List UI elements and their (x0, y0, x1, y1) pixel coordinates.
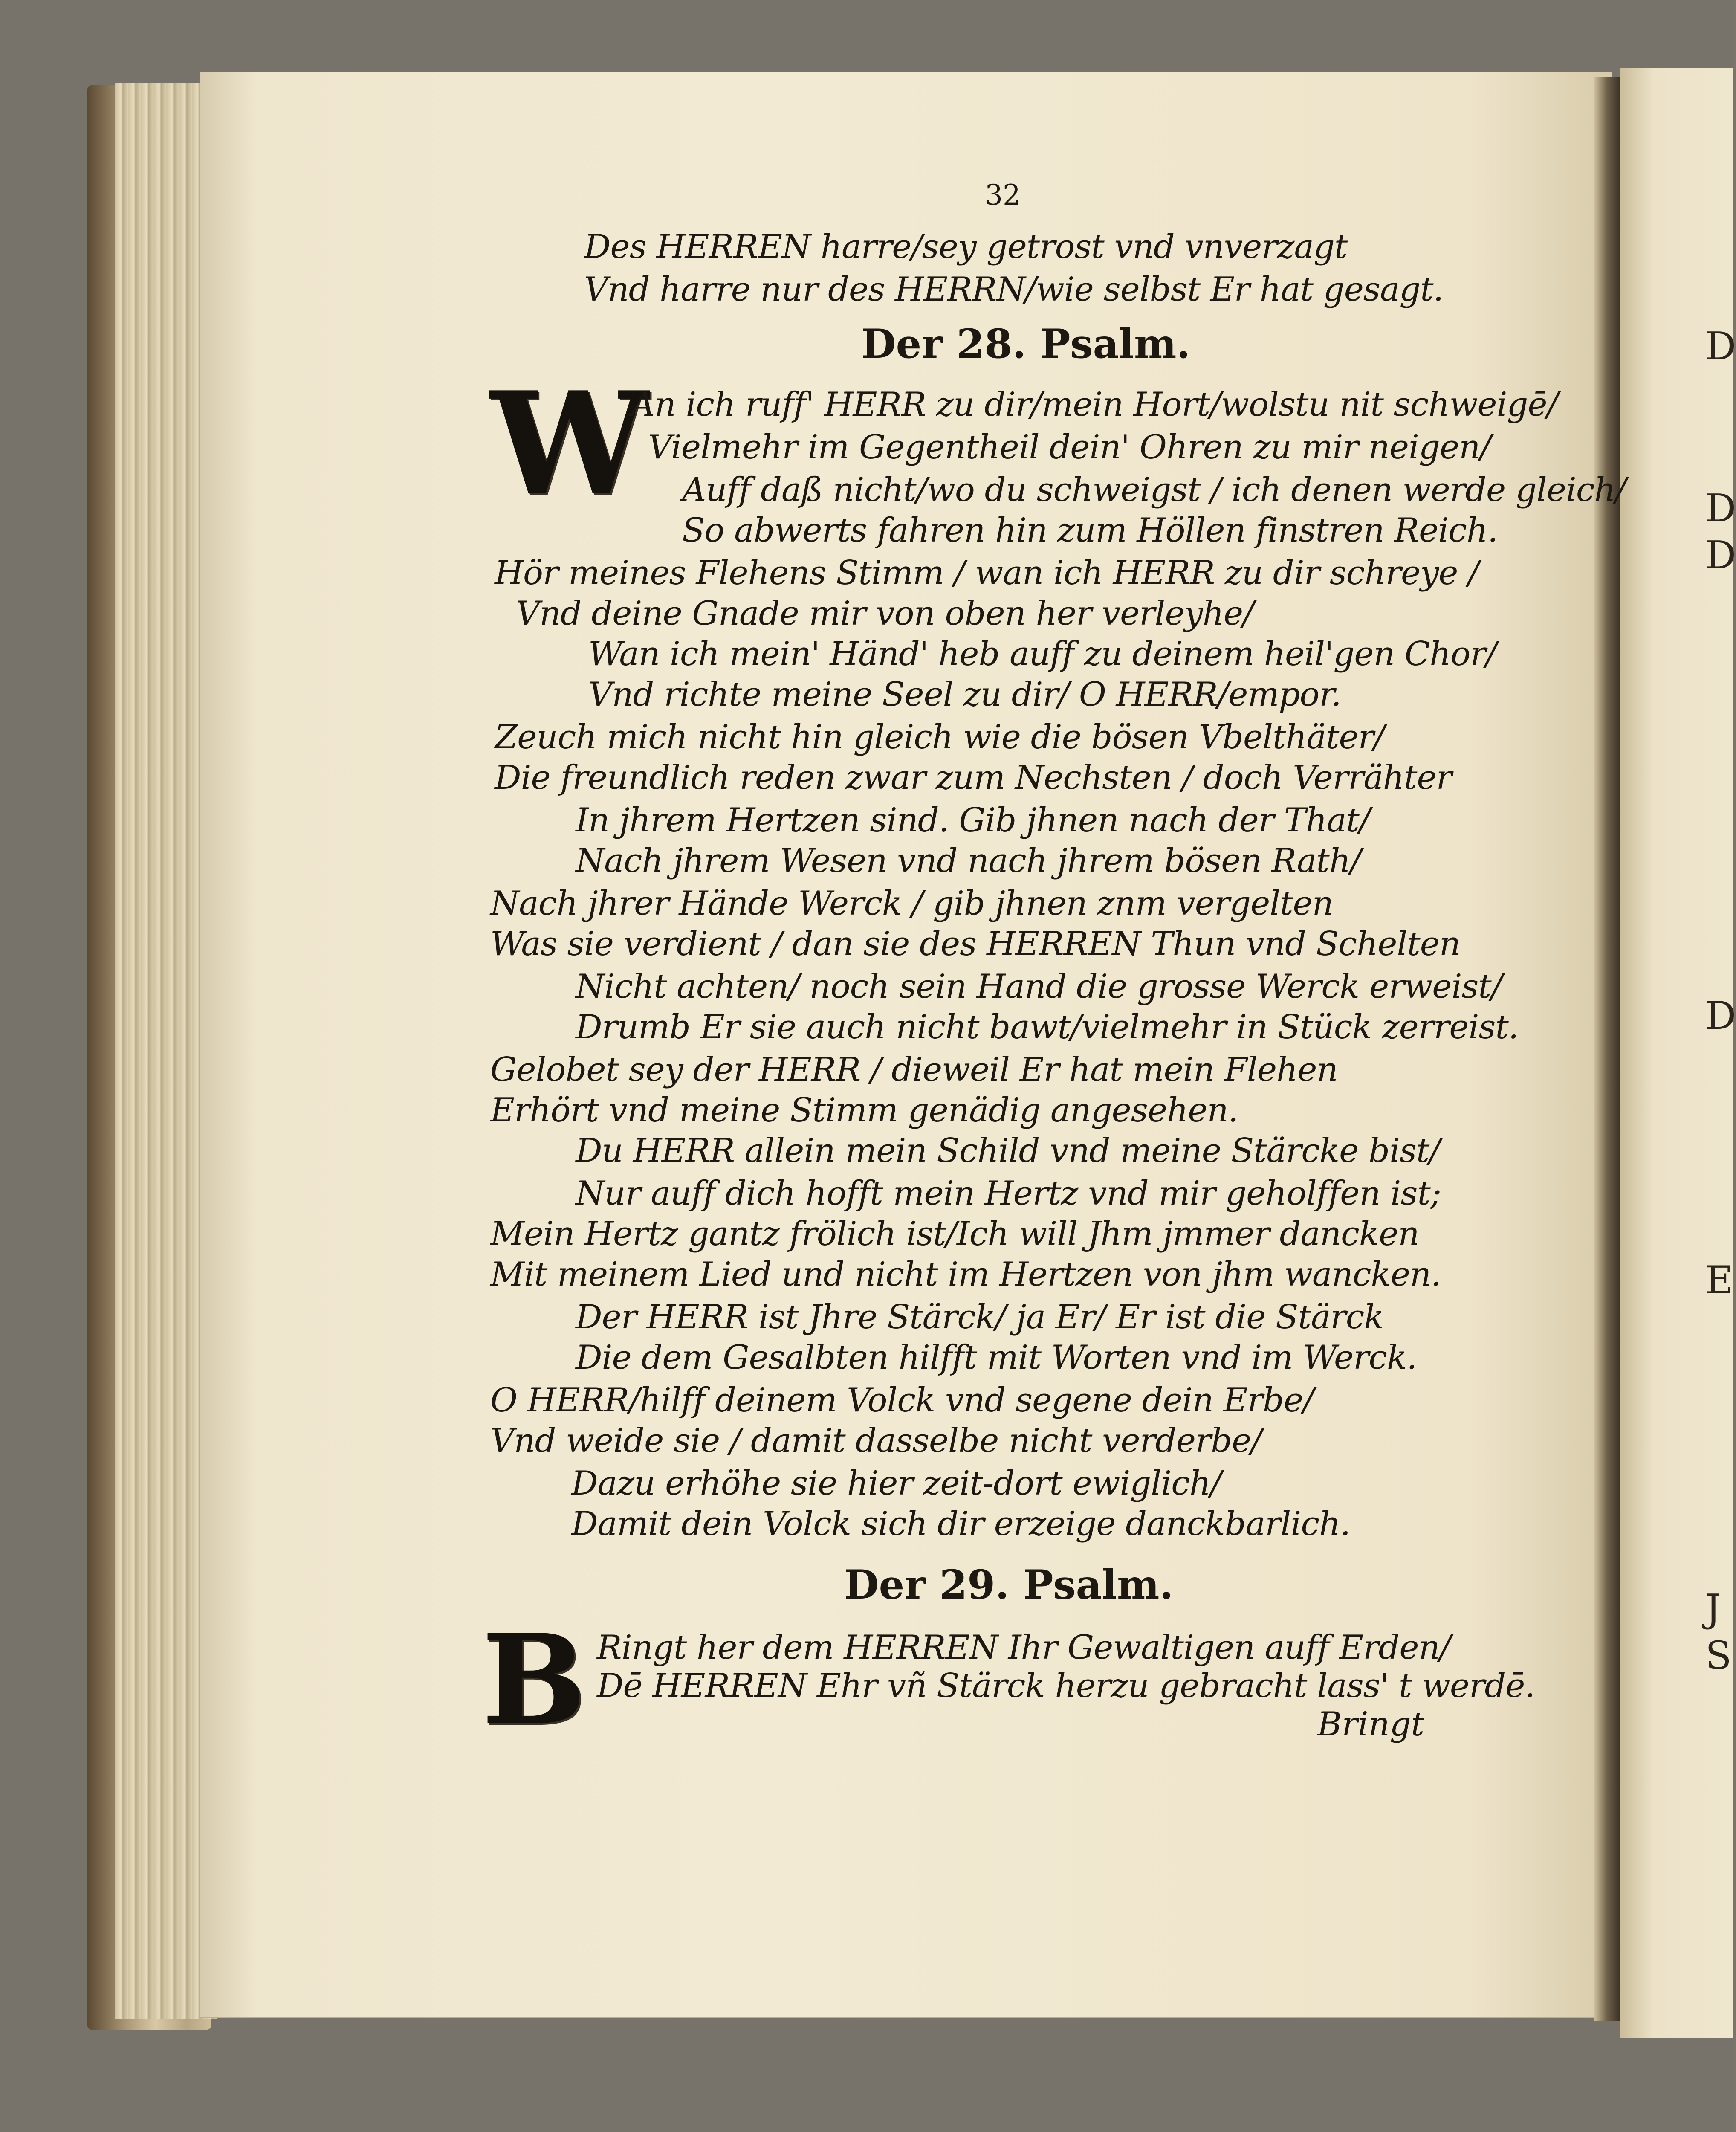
verse-line: Nicht achten/ noch sein Hand die grosse Werck erweist/ (576, 968, 1502, 1006)
book-gutter (1594, 77, 1620, 2021)
verse-line: Was sie verdient / dan sie des HERREN Thun vnd Schelten (490, 925, 1461, 963)
facing-page-fragment: J (1705, 1586, 1721, 1631)
verse-line: Du HERR allein mein Schild vnd meine Stärcke bist/ (576, 1132, 1440, 1170)
verse-line: Die freundlich reden zwar zum Nechsten / doch Verrähter (495, 759, 1452, 797)
verse-line: Nach jhrer Hände Werck / gib jhnen znm vergelten (490, 884, 1333, 923)
verse-line: O HERR/hilff deinem Volck vnd segene dein Erbe/ (490, 1381, 1314, 1419)
verse-line: Nach jhrem Wesen vnd nach jhrem bösen Rath/ (576, 842, 1361, 880)
page-number: 32 (985, 179, 1021, 211)
facing-page-fragment: D (1705, 994, 1736, 1038)
psalm-heading: Der 28. Psalm. (861, 321, 1191, 368)
verse-line: An ich ruff' HERR zu dir/mein Hort/wolstu nit schweigē/ (631, 385, 1558, 424)
psalm-heading: Der 29. Psalm. (844, 1561, 1174, 1608)
verse-line: Der HERR ist Jhre Stärck/ ja Er/ Er ist die Stärck (576, 1298, 1384, 1336)
verse-line: Gelobet sey der HERR / dieweil Er hat mein Flehen (490, 1051, 1338, 1089)
verse-line: Damit dein Volck sich dir erzeige danckbarlich. (571, 1505, 1351, 1543)
decorated-initial: W (490, 361, 648, 526)
facing-page-fragment: S (1705, 1633, 1732, 1678)
verse-line: Zeuch mich nicht hin gleich wie die bösen Vbelthäter/ (495, 718, 1385, 756)
facing-page-fragment: E (1705, 1258, 1733, 1303)
verse-line: Mein Hertz gantz frölich ist/Ich will Jhm jmmer dancken (490, 1215, 1419, 1253)
verse-line: Vnd richte meine Seel zu dir/ O HERR/empor. (588, 675, 1341, 714)
facing-page-fragment: D (1705, 324, 1736, 369)
verse-line: Vielmehr im Gegentheil dein' Ohren zu mir neigen/ (648, 428, 1491, 466)
verse-line: Erhört vnd meine Stimm genädig angesehen. (490, 1091, 1238, 1130)
catchword: Bringt (1317, 1705, 1425, 1744)
facing-page-fragment: D (1705, 533, 1736, 578)
verse-line: Dē HERREN Ehr vñ Stärck herzu gebracht lass' t werdē. (597, 1667, 1535, 1705)
verse-line: Des HERREN harre/sey getrost vnd vnverzagt (584, 228, 1348, 266)
facing-page-fragment: D (1705, 486, 1736, 531)
verse-line: Dazu erhöhe sie hier zeit-dort ewiglich/ (571, 1464, 1221, 1503)
verse-line: Drumb Er sie auch nicht bawt/vielmehr in Stück zerreist. (576, 1008, 1519, 1046)
verse-line: So abwerts fahren hin zum Höllen finstren Reich. (682, 511, 1498, 550)
verse-line: Ringt her dem HERREN Ihr Gewaltigen auff Erden/ (597, 1628, 1451, 1667)
verse-line: Die dem Gesalbten hilfft mit Worten vnd im Werck. (576, 1338, 1417, 1377)
verse-line: In jhrem Hertzen sind. Gib jhnen nach der That/ (576, 801, 1370, 840)
decorated-initial: B (482, 1608, 587, 1753)
verse-line: Vnd weide sie / damit dasselbe nicht verderbe/ (490, 1422, 1262, 1460)
verse-line: Mit meinem Lied und nicht im Hertzen von jhm wancken. (490, 1255, 1441, 1294)
verse-line: Nur auff dich hofft mein Hertz vnd mir geholffen ist; (576, 1174, 1441, 1213)
verse-line: Auff daß nicht/wo du schweigst / ich denen werde gleich/ (682, 471, 1626, 509)
verse-line: Vnd deine Gnade mir von oben her verleyhe/ (516, 594, 1254, 633)
verse-line: Vnd harre nur des HERRN/wie selbst Er hat gesagt. (584, 270, 1444, 309)
verse-line: Wan ich mein' Händ' heb auff zu deinem heil'gen Chor/ (588, 635, 1497, 673)
verse-line: Hör meines Flehens Stimm / wan ich HERR zu dir schreye / (495, 554, 1479, 592)
